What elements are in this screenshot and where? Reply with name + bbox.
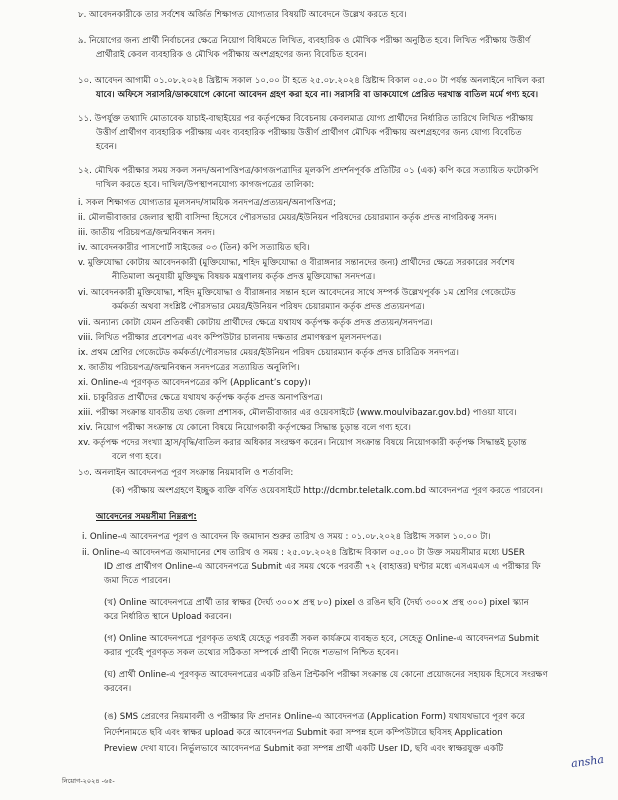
text-line: xi. Online-এ পূরণকৃত আবেদনপত্রের কপি (Applicant’s copy)। bbox=[78, 378, 311, 388]
text-line: viii. লিখিত পরীক্ষার প্রবেশপত্র এবং কম্পিউটার চালনায় দক্ষতার প্রমাণস্বরূপ মূলসনদপত্র। bbox=[78, 333, 382, 343]
text-line: যাবে। অফিসে সরাসরি/ডাকযোগে কোনো আবেদন গ্রহণ করা হবে না। সরাসরি বা ডাকযোগে প্রেরিত দরখাস্ত বাতিল মর্মে গণ্য হবে। bbox=[96, 90, 539, 100]
text-line: ১৩. অনলাইন আবেদনপত্র পূরণ সংক্রান্ত নিয়মাবলি ও শর্তাবলি: bbox=[78, 468, 294, 478]
text-line: (ঘ) প্রার্থী Online-এ পূরণকৃত আবেদনপত্রের একটি রঙিন প্রিন্টকপি পরীক্ষা সংক্রান্ত যে কোনো প্রয়োজনের সহায়ক হিসেবে সংরক্ষণ bbox=[104, 670, 548, 680]
text-line: ID প্রাপ্ত প্রার্থীগণ Online-এ আবেদনপত্রে Submit এর সময় থেকে পরবর্তী ৭২ (বাহাত্তর) ঘণ্টার মধ্যে এসএমএস এ পরীক্ষার ফি bbox=[104, 562, 541, 572]
text-line: কর্মকর্তা অথবা সংশ্লিষ্ট পৌরসভার মেয়র/ইউনিয়ন পরিষদ চেয়ারম্যান কর্তৃক প্রদত্ত প্রত্যয়নপত্র। bbox=[112, 302, 425, 312]
text-line: (গ) Online আবেদনপত্রে পূরণকৃত তথ্যই যেহেতু পরবর্তী সকল কার্যক্রমে ব্যবহৃত হবে, সেহেতু Online-এ আবেদনপত্র Submit bbox=[104, 634, 539, 644]
text-line: ix. প্রথম শ্রেণির গেজেটেড কর্মকর্তা/পৌরসভার মেয়র/ইউনিয়ন পরিষদ চেয়ারম্যান কর্তৃক প্রদত্ত চারিত্রিক সনদপত্র। bbox=[78, 348, 459, 358]
text-line: দাখিল করতে হবে। দাখিল/উপস্থাপনযোগ্য কাগজপত্রের তালিকা: bbox=[96, 180, 315, 190]
text-line: ৯. নিয়োগের জন্য প্রার্থী নির্বাচনের ক্ষেত্রে নিয়োগ বিধিমতে লিখিত, ব্যবহারিক ও মৌখিক পরীক্ষা অনুষ্ঠিত হবে। লিখিত পরীক্ষায় উত্তীর্ণ bbox=[78, 36, 531, 46]
text-line: xv. কর্তৃপক্ষ পদের সংখ্যা হ্রাস/বৃদ্ধি/বাতিল করার অধিকার সংরক্ষণ করেন। নিয়োগ সংক্রান্ত বিষয়ে নিয়োগকারী কর্তৃপক্ষ সিদ্ধান্তই চূড়ান্ত bbox=[78, 438, 527, 448]
text-line: i. সকল শিক্ষাগত যোগ্যতার মূলসনদ/সাময়িক সনদপত্র/প্রত্যয়ন/অনাপত্তিপত্র; bbox=[78, 198, 336, 208]
text-line: ii. Online-এ আবেদনপত্র জমাদানের শেষ তারিখ ও সময় : ২৫.০৮.২০২৪ খ্রিষ্টাব্দ বিকাল ০৫.০০ টা উক্ত সময়সীমার মধ্যে USER bbox=[82, 548, 525, 558]
text-line: iv. আবেদনকারীর পাসপোর্ট সাইজের ০৩ (তিন) কপি সত্যায়িত ছবি। bbox=[78, 243, 310, 253]
text-line: iii. জাতীয় পরিচয়পত্র/জন্মনিবন্ধন সনদ। bbox=[78, 228, 215, 238]
text-line: উত্তীর্ণ প্রার্থীগণ ব্যবহারিক পরীক্ষায় এবং ব্যবহারিক পরীক্ষায় উত্তীর্ণ প্রার্থীগণ মৌখিক পরীক্ষায় অংশগ্রহণের জন্য যোগ্য বিবেচিত bbox=[96, 128, 522, 138]
text-line: বলে গণ্য হবে। bbox=[112, 452, 162, 462]
text-line: v. মুক্তিযোদ্ধা কোটায় আবেদনকারী (মুক্তিযোদ্ধা, শহিদ মুক্তিযোদ্ধা ও বীরাঙ্গনার সন্তানদের জন্য) প্রার্থীদের ক্ষেত্রে সরকারের সর্বশেষ bbox=[78, 258, 515, 268]
text-line: জমা দিতে পারবেন। bbox=[104, 576, 171, 586]
text-line: x. জাতীয় পরিচয়পত্র/জন্মনিবন্ধন সনদপত্রের সত্যায়িত অনুলিপি। bbox=[78, 363, 300, 373]
text-line: (খ) Online আবেদনপত্রে প্রার্থী তার স্বাক্ষর (দৈর্ঘ্য ৩০০× প্রস্থ ৮০) pixel ও রঙিন ছবি (দৈর্ঘ্য ৩০০× প্রস্থ ৩০০) pixel স্ক্যান bbox=[104, 598, 529, 608]
text-line: প্রার্থীরাই কেবল ব্যবহারিক ও মৌখিক পরীক্ষায় অংশগ্রহণের জন্য বিবেচিত হবেন। bbox=[96, 50, 367, 60]
text-line: করবেন। bbox=[104, 684, 132, 694]
text-line: আবেদনের সময়সীমা নিম্নরূপ: bbox=[96, 512, 197, 522]
text-line: নিয়োগ-২০২৪ -৬৫- bbox=[62, 777, 115, 785]
text-line: vii. অন্যান্য কোটা যেমন প্রতিবন্ধী কোটায় প্রার্থীদের ক্ষেত্রে যথাযথ কর্তৃপক্ষ কর্তৃক প্রদত্ত প্রত্যয়ন/সনদপত্র। bbox=[78, 318, 433, 328]
initials-signature: ansha bbox=[570, 752, 605, 771]
text-line: xiv. নিয়োগ পরীক্ষা সংক্রান্ত যে কোনো বিষয়ে নিয়োগকারী কর্তৃপক্ষের সিদ্ধান্ত চূড়ান্ত বলে গণ্য হবে। bbox=[78, 423, 411, 433]
text-line: i. Online-এ আবেদনপত্র পূরণ ও আবেদন ফি জমাদান শুরুর তারিখ ও সময় : ০১.০৮.২০২৪ খ্রিষ্টাব্দ সকাল ১০.০০ টা। bbox=[82, 532, 491, 542]
text-line: নীতিমালা অনুযায়ী মুক্তিযুদ্ধ বিষয়ক মন্ত্রণালয় কর্তৃক প্রদত্ত মুক্তিযোদ্ধা সনদপত্র। bbox=[112, 272, 376, 282]
text-line: Preview দেখা যাবে। নির্ভুলভাবে আবেদনপত্র Submit করা সম্পন্ন প্রার্থী একটি User ID, ছবি এবং স্বাক্ষরযুক্ত একটি bbox=[104, 744, 504, 754]
margin-rule bbox=[52, 0, 53, 800]
text-line: (ঙ) SMS প্রেরণের নিয়মাবলী ও পরীক্ষার ফি প্রদানঃ Online-এ আবেদনপত্র (Application Form) যথাযথভাবে পূরণ করে bbox=[104, 712, 525, 722]
text-line: নির্দেশনামতে ছবি এবং স্বাক্ষর upload করে আবেদনপত্র Submit করা সম্পন্ন হলে কম্পিউটারে ছবিসহ Application bbox=[104, 728, 503, 738]
text-line: ৮. আবেদনকারীকে তার সর্বশেষ অর্জিত শিক্ষাগত যোগ্যতার বিষয়টি আবেদনে উল্লেখ করতে হবে। bbox=[78, 10, 407, 20]
text-line: ১১. উপর্যুক্ত তথ্যাদি মোতাবেক যাচাই-বাছাইয়ের পর কর্তৃপক্ষের বিবেচনায় কেবলমাত্র যোগ্য প্রার্থীদের নির্ধারিত তারিখে লিখিত পরীক্ষায় bbox=[78, 114, 534, 124]
text-line: ii. মৌলভীবাজার জেলার স্থায়ী বাসিন্দা হিসেবে পৌরসভার মেয়র/ইউনিয়ন পরিষদের চেয়ারম্যান কর্তৃক প্রদত্ত নাগরিকত্ব সনদ। bbox=[78, 213, 497, 223]
text-line: ১২. মৌখিক পরীক্ষার সময় সকল সনদ/অনাপত্তিপত্র/কাগজপত্রাদির মূলকপি প্রদর্শনপূর্বক প্রতিটির ০১ (এক) কপি করে সত্যায়িত ফটোকপি bbox=[78, 166, 539, 176]
text-line: ১০. আবেদন আগামী ০১.০৮.২০২৪ খ্রিষ্টাব্দ সকাল ১০.০০ টা হতে ২৫.০৮.২০২৪ খ্রিষ্টাব্দ বিকাল ০৫.০০ টা পর্যন্ত অনলাইনে দাখিল করা bbox=[78, 76, 545, 86]
text-line: করে নির্ধারিত স্থানে Upload করবেন। bbox=[104, 612, 232, 622]
text-line: vi. আবেদনকারী মুক্তিযোদ্ধা, শহিদ মুক্তিযোদ্ধা ও বীরাঙ্গনার সন্তান হলে আবেদনের সাথে সম্পর্ক উল্লেখপূর্বক ১ম শ্রেণির গেজেটেড bbox=[78, 288, 516, 298]
text-line: করার পূর্বেই পূরণকৃত সকল তথ্যের সঠিকতা সম্পর্কে প্রার্থী নিজে শতভাগ নিশ্চিত হবেন। bbox=[104, 648, 399, 658]
text-line: xiii. পরীক্ষা সংক্রান্ত যাবতীয় তথ্য জেলা প্রশাসক, মৌলভীবাজার এর ওয়েবসাইটে (www.moulvibazar.gov.bd) পাওয়া যাবে। bbox=[78, 408, 517, 418]
text-line: (ক) পরীক্ষায় অংশগ্রহণে ইচ্ছুক ব্যক্তি বর্ণিত ওয়েবসাইটে http://dcmbr.teletalk.com.bd আবেদনপত্র পূরণ করতে পারবেন। bbox=[112, 486, 543, 496]
text-line: xii. চাকুরিরত প্রার্থীদের ক্ষেত্রে যথাযথ কর্তৃপক্ষ কর্তৃক প্রদত্ত অনাপত্তিপত্র। bbox=[78, 393, 323, 403]
text-line: হবেন। bbox=[96, 142, 117, 152]
